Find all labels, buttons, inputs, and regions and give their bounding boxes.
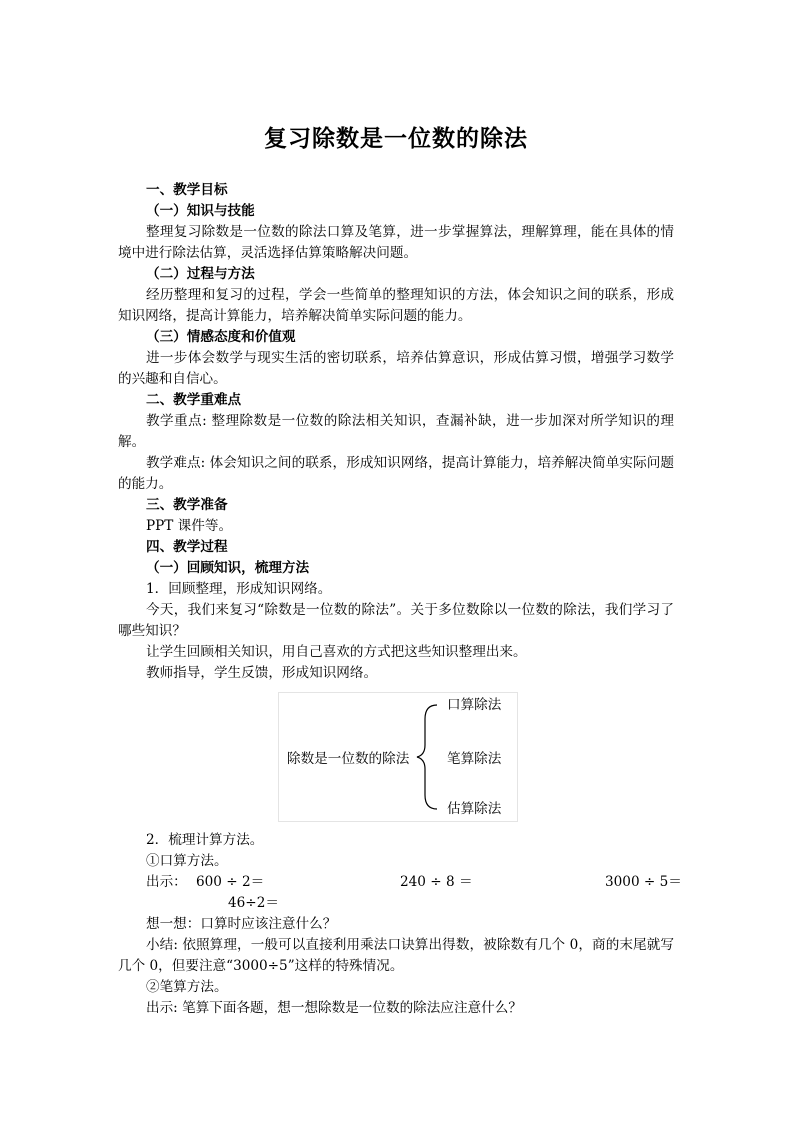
paragraph-emotion: 进一步体会数学与现实生活的密切联系，培养估算意识，形成估算习惯，增强学习数学的兴趣和自信心。 bbox=[118, 350, 674, 387]
subheading-knowledge: （一）知识与技能 bbox=[146, 203, 255, 219]
diagram-branch-oral: 口算除法 bbox=[447, 697, 502, 713]
subheading-review: （一）回顾知识，梳理方法 bbox=[146, 560, 310, 576]
item-review-organize: 1．回顾整理，形成知识网络。 bbox=[146, 581, 332, 597]
subheading-written-method: ②笔算方法。 bbox=[146, 979, 228, 995]
calc-problem-1: 600 ÷ 2＝ bbox=[196, 874, 265, 890]
paragraph-student-recall: 让学生回顾相关知识，用自己喜欢的方式把这些知识整理出来。 bbox=[146, 644, 527, 660]
calc-problem-4: 46÷2＝ bbox=[228, 895, 279, 911]
think-question: 想一想：口算时应该注意什么？ bbox=[146, 916, 337, 932]
show-label: 出示： bbox=[146, 874, 187, 890]
calc-problem-3: 3000 ÷ 5＝ bbox=[605, 874, 682, 890]
calc-problem-2: 240 ÷ 8 ＝ bbox=[400, 874, 473, 890]
paragraph-key-point: 教学重点: 整理除数是一位数的除法相关知识，查漏补缺，进一步加深对所学知识的理解。 bbox=[118, 413, 674, 450]
paragraph-preparation: PPT 课件等。 bbox=[146, 518, 233, 534]
subheading-process: （二）过程与方法 bbox=[146, 266, 255, 282]
section-heading-goals: 一、教学目标 bbox=[146, 182, 228, 198]
summary-paragraph: 小结: 依照算理，一般可以直接利用乘法口诀算出得数，被除数有几个 0，商的末尾就写几个 0，但要注意“3000÷5”这样的特殊情况。 bbox=[118, 937, 674, 974]
knowledge-network-diagram bbox=[278, 692, 518, 822]
section-heading-keypoints: 二、教学重难点 bbox=[146, 392, 242, 408]
subheading-oral-method: ①口算方法。 bbox=[146, 853, 228, 869]
paragraph-difficult-point: 教学难点: 体会知识之间的联系，形成知识网络，提高计算能力，培养解决简单实际问题的能力。 bbox=[118, 455, 674, 492]
document-title: 复习除数是一位数的除法 bbox=[264, 126, 528, 152]
paragraph-intro: 今天，我们来复习“除数是一位数的除法”。关于多位数除以一位数的除法，我们学习了哪些知识？ bbox=[118, 602, 674, 639]
subheading-emotion: （三）情感态度和价值观 bbox=[146, 329, 296, 345]
paragraph-teacher-guide: 教师指导，学生反馈，形成知识网络。 bbox=[146, 665, 378, 681]
item-calc-methods: 2．梳理计算方法。 bbox=[146, 832, 264, 848]
diagram-branch-written: 笔算除法 bbox=[447, 751, 502, 767]
document-body bbox=[118, 180, 682, 1019]
calc-row-2 bbox=[118, 893, 674, 914]
diagram-branch-estimate: 估算除法 bbox=[447, 801, 502, 817]
diagram-root-label: 除数是一位数的除法 bbox=[287, 751, 410, 767]
section-heading-process: 四、教学过程 bbox=[146, 539, 228, 555]
written-method-prompt: 出示: 笔算下面各题，想一想除数是一位数的除法应注意什么？ bbox=[146, 1000, 522, 1016]
paragraph-knowledge: 整理复习除数是一位数的除法口算及笔算，进一步掌握算法，理解算理，能在具体的情境中进行除法估算，灵活选择估算策略解决问题。 bbox=[118, 224, 674, 261]
paragraph-process: 经历整理和复习的过程，学会一些简单的整理知识的方法，体会知识之间的联系，形成知识网络，提高计算能力，培养解决简单实际问题的能力。 bbox=[118, 287, 674, 324]
section-heading-preparation: 三、教学准备 bbox=[146, 497, 228, 513]
calc-row-1 bbox=[118, 872, 682, 893]
